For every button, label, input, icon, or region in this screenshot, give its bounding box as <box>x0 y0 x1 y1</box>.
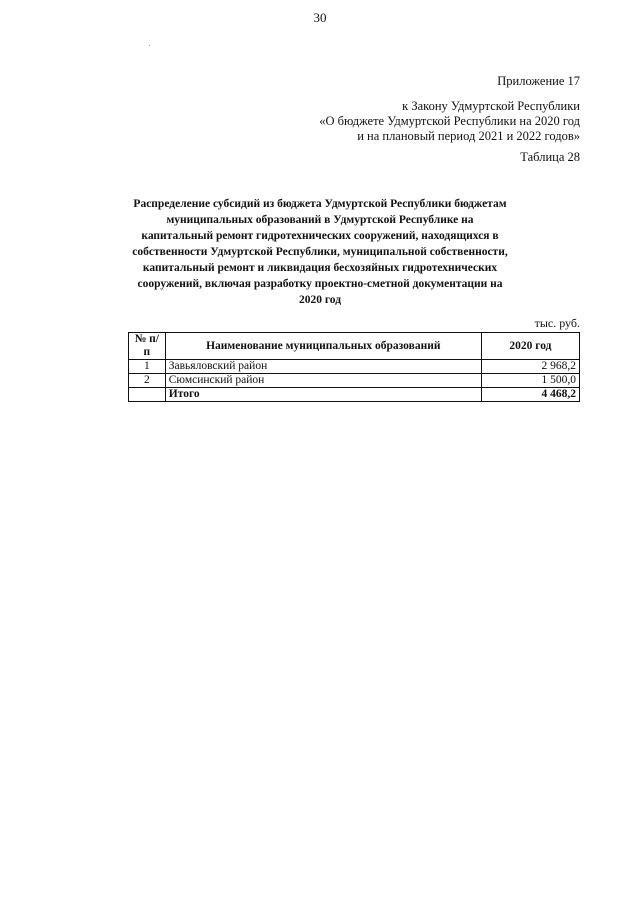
table-row <box>129 374 580 388</box>
row-number: 1 <box>129 360 166 374</box>
subsidy-table <box>128 332 580 402</box>
header-number: № п/п <box>129 333 166 360</box>
scan-speck <box>149 45 150 46</box>
table-label: Таблица 28 <box>520 150 580 164</box>
units-label: тыс. руб. <box>534 316 580 330</box>
row-municipality: Завьяловский район <box>165 360 481 374</box>
header-municipality: Наименование муниципальных образований <box>165 333 481 360</box>
appendix-reference <box>319 74 580 144</box>
document-title: Распределение субсидий из бюджета Удмуртской Республики бюджетам муниципальных образований в Удмуртской Республике на капитальный ремонт гидротехнических сооружений, находящихся в собственности Удмуртской Республики, муниципальной собственности, капитальный ремонт и ликвидация бесхозяйных гидротехнических сооружений, включая разработку проектно-сметной документации на 2020 год <box>132 198 508 306</box>
table-row <box>129 360 580 374</box>
row-number: 2 <box>129 374 166 388</box>
header-year: 2020 год <box>481 333 579 360</box>
total-amount: 4 468,2 <box>481 388 579 402</box>
total-row <box>129 388 580 402</box>
appendix-law-line3: и на плановый период 2021 и 2022 годов» <box>357 129 580 143</box>
appendix-number: Приложение 17 <box>497 74 580 88</box>
row-municipality: Сюмсинский район <box>165 374 481 388</box>
page-number: 30 <box>313 10 327 25</box>
total-number <box>129 388 166 402</box>
total-label: Итого <box>165 388 481 402</box>
row-amount: 2 968,2 <box>481 360 579 374</box>
table-header-row <box>129 333 580 360</box>
row-amount: 1 500,0 <box>481 374 579 388</box>
appendix-law-line2: «О бюджете Удмуртской Республики на 2020 год <box>319 114 580 128</box>
appendix-law-line1: к Закону Удмуртской Республики <box>402 99 580 113</box>
